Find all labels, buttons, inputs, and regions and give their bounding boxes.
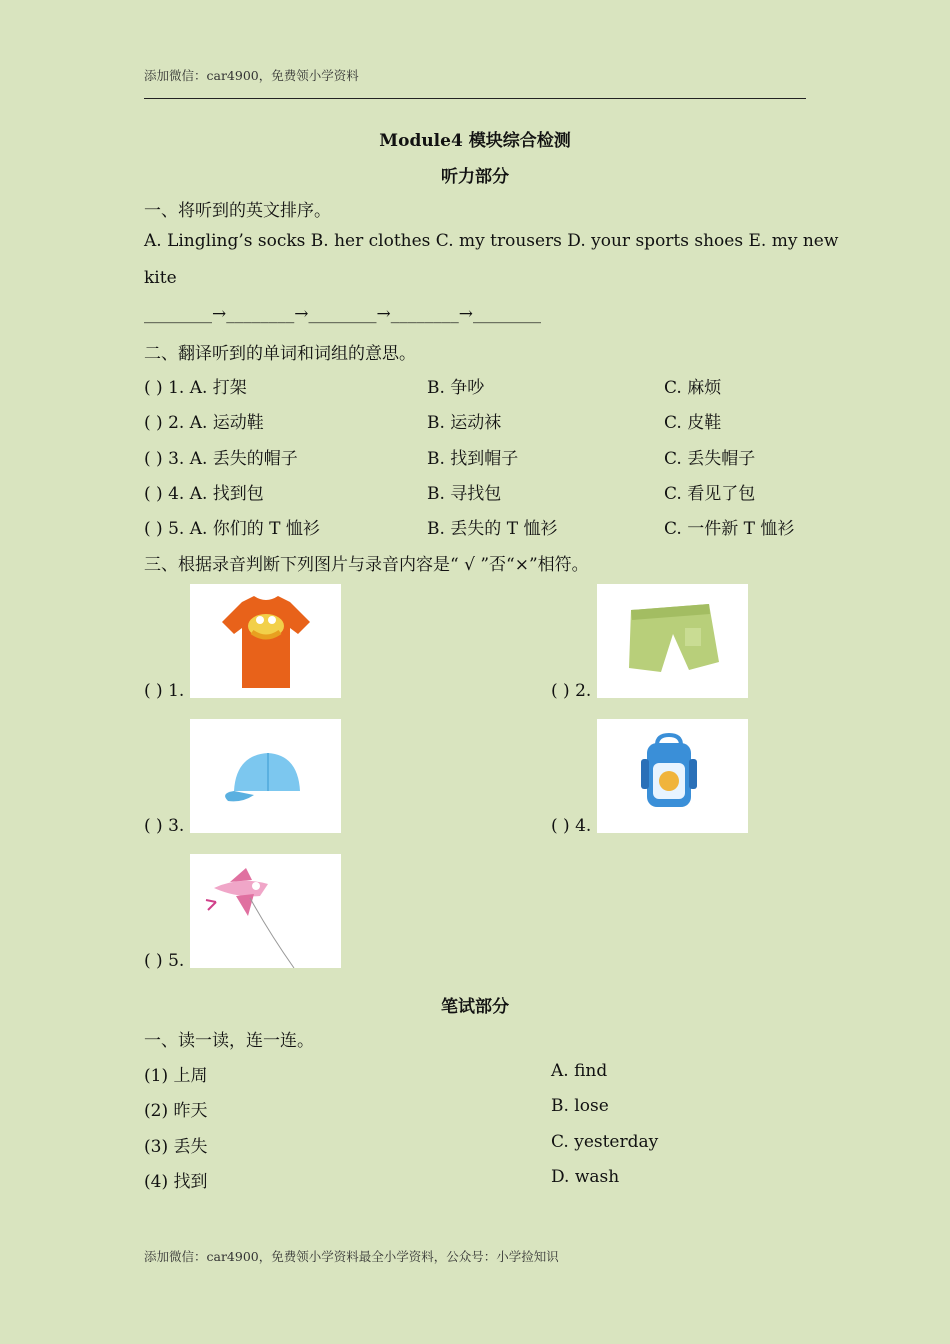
listening-heading: 听力部分 [441, 167, 509, 187]
page-footer: 添加微信：car4900，免费领小学资料最全小学资料，公众号：小学捡知识 [144, 1249, 559, 1264]
blue-cap-icon [190, 719, 341, 833]
q2-item-c: C. 皮鞋 [664, 413, 722, 433]
match-right-item: B. lose [551, 1096, 609, 1116]
q3-item-label: ( ) 5. [144, 951, 185, 971]
doc-title: Module4 模块综合检测 [379, 131, 571, 151]
orange-tshirt-icon [190, 584, 341, 698]
q3-item-label: ( ) 1. [144, 681, 185, 701]
q2-item-c: C. 麻烦 [664, 378, 722, 398]
listening-q2-instruction: 二、翻译听到的单词和词组的意思。 [144, 344, 416, 364]
green-shorts-icon [597, 584, 748, 698]
listening-q3-instruction: 三、根据录音判断下列图片与录音内容是“ √ ”否“×”相符。 [144, 555, 589, 575]
q2-item-b: B. 丢失的 T 恤衫 [427, 519, 558, 539]
q2-item-a: ( ) 4. A. 找到包 [144, 484, 264, 504]
listening-q1-options: A. Lingling’s socks B. her clothes C. my trousers D. your sports shoes E. my new [144, 231, 839, 251]
schoolbag-icon [597, 719, 748, 833]
q2-item-a: ( ) 5. A. 你们的 T 恤衫 [144, 519, 320, 539]
writing-q1-instruction: 一、读一读，连一连。 [144, 1031, 314, 1051]
match-left-item: (2) 昨天 [144, 1101, 208, 1121]
match-right-item: A. find [551, 1061, 608, 1081]
match-left-item: (1) 上周 [144, 1066, 208, 1086]
match-left-item: (3) 丢失 [144, 1137, 208, 1157]
q2-item-c: C. 一件新 T 恤衫 [664, 519, 795, 539]
match-left-item: (4) 找到 [144, 1172, 208, 1192]
listening-q1-options-cont: kite [144, 268, 177, 288]
listening-q1-blanks: ________→________→________→________→________ [144, 304, 541, 324]
q3-item-label: ( ) 4. [551, 816, 592, 836]
q2-item-b: B. 寻找包 [427, 484, 502, 504]
q2-item-c: C. 丢失帽子 [664, 449, 756, 469]
q2-item-b: B. 争吵 [427, 378, 485, 398]
q2-item-c: C. 看见了包 [664, 484, 756, 504]
writing-heading: 笔试部分 [441, 997, 509, 1017]
q2-item-b: B. 找到帽子 [427, 449, 519, 469]
kite-icon [190, 854, 341, 968]
match-right-item: D. wash [551, 1167, 620, 1187]
q2-item-b: B. 运动袜 [427, 413, 502, 433]
q3-item-label: ( ) 3. [144, 816, 185, 836]
q2-item-a: ( ) 1. A. 打架 [144, 378, 247, 398]
page-header: 添加微信：car4900，免费领小学资料 [144, 68, 359, 83]
q2-item-a: ( ) 3. A. 丢失的帽子 [144, 449, 298, 469]
header-divider [144, 98, 806, 99]
match-right-item: C. yesterday [551, 1132, 659, 1152]
q3-item-label: ( ) 2. [551, 681, 592, 701]
listening-q1-instruction: 一、将听到的英文排序。 [144, 201, 331, 221]
q2-item-a: ( ) 2. A. 运动鞋 [144, 413, 264, 433]
